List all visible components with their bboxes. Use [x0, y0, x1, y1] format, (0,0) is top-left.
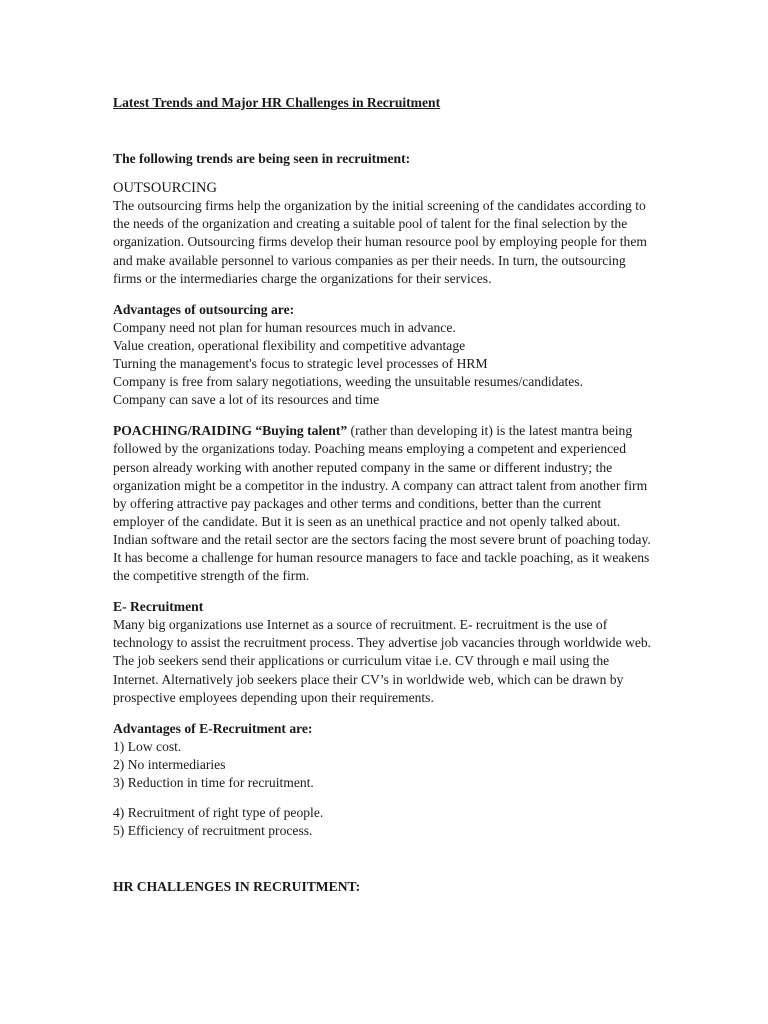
- intro-heading: The following trends are being seen in recruitment:: [113, 151, 411, 167]
- erecruitment-heading: E- Recruitment: [113, 599, 204, 615]
- outsourcing-advantages-heading: Advantages of outsourcing are:: [113, 301, 295, 317]
- poaching-body: (rather than developing it) is the latest mantra being followed by the organizations today. Poaching means employing a competent and experienced person already working with another reputed company in the same or different industry; the organization might be a competitor in the industry. A company can attract talent from another firm by offering attractive pay packages and other terms and conditions, better than the current employer of the candidate. But it is seen as an unethical practice and not openly talked about. Indian software and the retail sector are the sectors facing the most severe brunt of poaching today. It has become a challenge for human resource managers to face and tackle poaching, as it weakens the competitive strength of the firm.: [113, 423, 651, 584]
- poaching-heading: POACHING/RAIDING: [113, 423, 252, 439]
- outsourcing-section: [113, 179, 653, 288]
- list-item: 3) Reduction in time for recruitment.: [113, 775, 314, 790]
- poaching-quote: “Buying talent”: [255, 423, 348, 439]
- list-item: Company is free from salary negotiations, weeding the unsuitable resumes/candidates.: [113, 374, 583, 390]
- list-item: Turning the management's focus to strategic level processes of HRM: [113, 356, 488, 372]
- outsourcing-heading: OUTSOURCING: [113, 180, 217, 197]
- spacer: [113, 840, 653, 878]
- list-item: 1) Low cost.: [113, 738, 182, 754]
- spacer: [113, 792, 653, 804]
- poaching-section: [113, 422, 653, 585]
- list-item: Value creation, operational flexibility and competitive advantage: [113, 337, 466, 353]
- erecruitment-body: Many big organizations use Internet as a source of recruitment. E- recruitment is the use of technology to assist the recruitment process. They advertise job vacancies through worldwide web. The job seekers send their applications or curriculum vitae i.e. CV through e mail using the Internet. Alternatively job seekers place their CV’s in worldwide web, which can be drawn by prospective employees depending upon their requirements.: [113, 617, 652, 705]
- list-item: 4) Recruitment of right type of people.: [113, 805, 324, 821]
- document-title: Latest Trends and Major HR Challenges in Recruitment: [113, 95, 441, 110]
- list-item: 2) No intermediaries: [113, 756, 226, 772]
- erecruitment-section: [113, 598, 653, 707]
- list-item: Company can save a lot of its resources and time: [113, 392, 380, 408]
- erecruitment-advantages-section: [113, 720, 653, 841]
- outsourcing-body: The outsourcing firms help the organization by the initial screening of the candidates according to the needs of the organization and creating a suitable pool of talent for the final selection by the organization. Outsourcing firms develop their human resource pool by employing people for them and make available personnel to various companies as per their needs. In turn, the outsourcing firms or the intermediaries charge the organizations for their services.: [113, 198, 647, 286]
- erecruitment-advantages-heading: Advantages of E-Recruitment are:: [113, 720, 313, 736]
- challenges-heading: HR CHALLENGES IN RECRUITMENT:: [113, 879, 361, 895]
- list-item: 5) Efficiency of recruitment process.: [113, 823, 313, 839]
- list-item: Company need not plan for human resources much in advance.: [113, 319, 456, 335]
- document-page: [113, 94, 653, 896]
- outsourcing-advantages-section: [113, 301, 653, 410]
